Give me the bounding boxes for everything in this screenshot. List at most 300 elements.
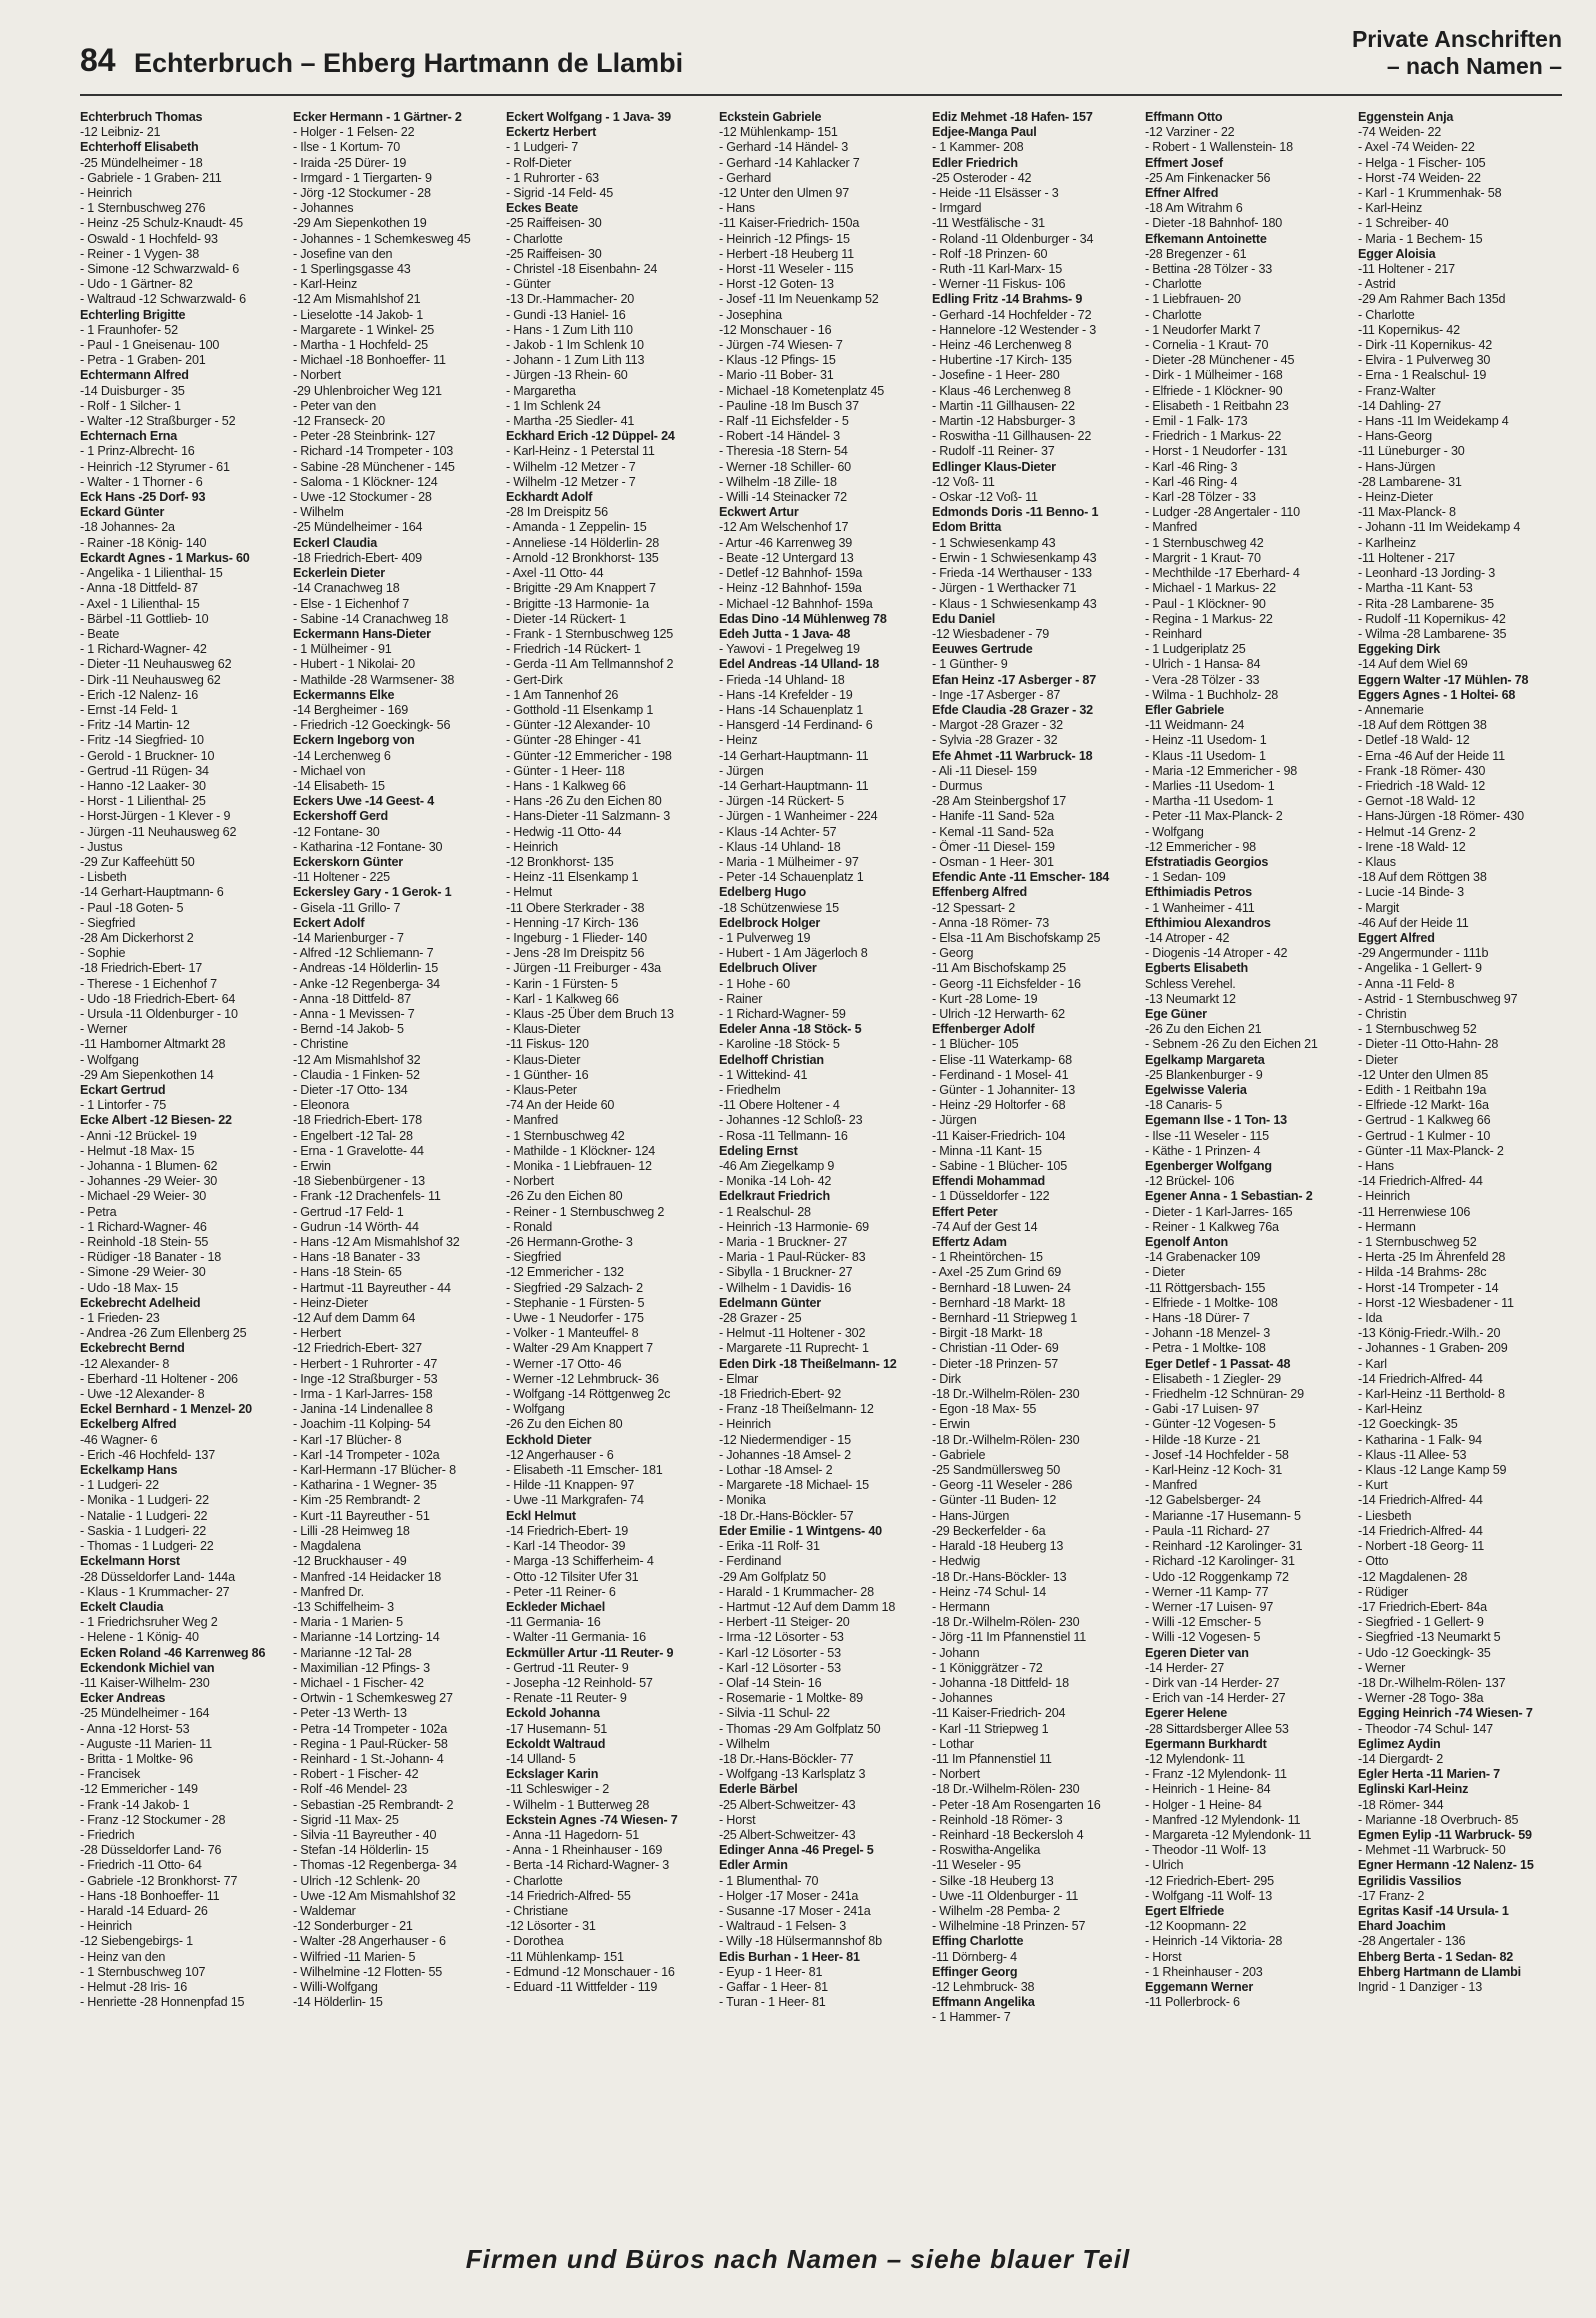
directory-entry: -28 Angertaler - 136 (1358, 1934, 1466, 1949)
directory-entry-head: Eggeking Dirk (1358, 642, 1441, 657)
directory-entry: -11 Pollerbrock- 6 (1145, 1995, 1240, 2010)
directory-entry: - Dirk (932, 1371, 961, 1386)
directory-entry: - Dieter -18 Prinzen- 57 (932, 1356, 1059, 1371)
directory-entry: - Karl -12 Lösorter - 53 (719, 1645, 841, 1660)
directory-entry: - Mathilde - 1 Klöckner- 124 (506, 1143, 656, 1158)
directory-entry: - Bernhard -18 Markt- 18 (932, 1295, 1066, 1310)
directory-entry: - Maximilian -12 Pfings- 3 (293, 1660, 430, 1675)
directory-entry: - Günter -12 Emmericher - 198 (506, 748, 672, 763)
directory-entry: - 1 Wanheimer - 411 (1145, 900, 1255, 915)
directory-entry: -14 Friedrich-Alfred- 44 (1358, 1174, 1483, 1189)
directory-entry: -14 Dahling- 27 (1358, 398, 1442, 413)
directory-entry: - Britta - 1 Moltke- 96 (80, 1751, 193, 1766)
directory-entry-head: Eckelberg Alfred (80, 1417, 177, 1432)
directory-entry: - Diogenis -14 Atroper - 42 (1145, 946, 1288, 961)
directory-entry: - Johannes -12 Schloß- 23 (719, 1113, 863, 1128)
directory-entry: - Lothar -18 Amsel- 2 (719, 1463, 833, 1478)
directory-entry: - Günter -11 Buden- 12 (932, 1493, 1057, 1508)
directory-entry: -25 Sandmüllersweg 50 (932, 1463, 1061, 1478)
directory-entry-head: Eglinski Karl-Heinz (1358, 1782, 1469, 1797)
directory-entry: -14 Lerchenweg 6 (293, 748, 391, 763)
directory-entry: - Johann -18 Menzel- 3 (1145, 1326, 1271, 1341)
directory-entry: - Gertrud -11 Reuter- 9 (506, 1660, 629, 1675)
directory-entry: - 1 Neudorfer Markt 7 (1145, 322, 1261, 337)
directory-entry: - Hannelore -12 Westender - 3 (932, 322, 1097, 337)
directory-entry: -25 Albert-Schweitzer- 43 (719, 1827, 856, 1842)
directory-entry-head: Eckebrecht Bernd (80, 1341, 185, 1356)
directory-entry: -12 Sonderburger - 21 (293, 1919, 413, 1934)
directory-entry: - Johannes -18 Amsel- 2 (719, 1447, 851, 1462)
directory-entry: - Claudia - 1 Finken- 52 (293, 1067, 420, 1082)
directory-entry: -12 Leibniz- 21 (80, 125, 161, 140)
directory-entry: - Heinrich (719, 1417, 771, 1432)
directory-entry: -18 Friedrich-Ebert- 92 (719, 1387, 842, 1402)
directory-entry: - Ulrich -12 Schlenk- 20 (293, 1873, 420, 1888)
directory-entry: - Rolf - 1 Silcher- 1 (80, 398, 181, 413)
directory-entry: - Karoline -18 Stöck- 5 (719, 1037, 840, 1052)
directory-entry: - Berta -14 Richard-Wagner- 3 (506, 1858, 670, 1873)
directory-entry: - Johannes - 1 Graben- 209 (1358, 1341, 1508, 1356)
directory-entry: - Maria - 1 Paul-Rücker- 83 (719, 1250, 866, 1265)
directory-entry-head: Ecker Andreas (80, 1691, 166, 1706)
directory-entry: - Hans -18 Bonhoeffer- 11 (80, 1888, 220, 1903)
directory-entry: - Joachim -11 Kolping- 54 (293, 1417, 431, 1432)
directory-entry: - Ali -11 Diesel- 159 (932, 763, 1037, 778)
directory-entry: - Wilhelm -12 Metzer - 7 (506, 459, 636, 474)
directory-entry: -11 Fiskus- 120 (506, 1037, 589, 1052)
directory-entry: - Erwin (932, 1417, 970, 1432)
directory-entry-head: Echterling Brigitte (80, 307, 186, 322)
directory-entry: - Udo -18 Max- 15 (80, 1280, 179, 1295)
directory-entry: - Karl -14 Trompeter - 102a (293, 1447, 440, 1462)
directory-entry: - Henning -17 Kirch- 136 (506, 915, 639, 930)
directory-entry: - Rolf -46 Mendel- 23 (293, 1782, 408, 1797)
directory-entry: - Werner -12 Lehmbruck- 36 (506, 1371, 659, 1386)
directory-entry: - Ilse -11 Weseler - 115 (1145, 1128, 1269, 1143)
directory-entry: -11 Schleswiger - 2 (506, 1782, 610, 1797)
directory-entry: - 1 Günther- 16 (506, 1067, 589, 1082)
directory-entry: -14 Gerhart-Hauptmann- 11 (719, 778, 869, 793)
directory-entry: - Saloma - 1 Klöckner- 124 (293, 474, 438, 489)
directory-entry: - Wilhelm - 1 Butterweg 28 (506, 1797, 650, 1812)
directory-entry: - Anni -12 Brückel- 19 (80, 1128, 197, 1143)
directory-entry: - Hans-Georg (1358, 429, 1432, 444)
directory-entry: - Wilhelm - 1 Davidis- 16 (719, 1280, 852, 1295)
directory-entry: - Karl - 1 Krummenhak- 58 (1358, 186, 1502, 201)
directory-entry: -18 Auf dem Röttgen 38 (1358, 870, 1487, 885)
directory-entry-head: Eckslager Karin (506, 1767, 599, 1782)
directory-entry-head: Egger Aloisia (1358, 246, 1436, 261)
directory-entry: - Rainer -18 König- 140 (80, 535, 207, 550)
directory-entry: - Wilhelm (719, 1736, 770, 1751)
directory-entry-head: Edjee-Manga Paul (932, 125, 1037, 140)
directory-entry: - Irmgard - 1 Tiergarten- 9 (293, 170, 432, 185)
directory-entry: - Inge -17 Asberger - 87 (932, 687, 1061, 702)
directory-entry: -11 Röttgersbach- 155 (1145, 1280, 1266, 1295)
directory-entry: -18 Dr.-Wilhelm-Rölen- 230 (932, 1387, 1080, 1402)
directory-entry: - Norbert -18 Georg- 11 (1358, 1539, 1485, 1554)
directory-entry: - Beate (80, 626, 120, 641)
directory-entry: -28 Am Dickerhorst 2 (80, 930, 194, 945)
directory-entry: - Karlheinz (1358, 535, 1416, 550)
directory-entry: - Karl -17 Blücher- 8 (293, 1432, 402, 1447)
directory-entry: -29 Am Rahmer Bach 135d (1358, 292, 1506, 307)
directory-entry-head: Effing Charlotte (932, 1934, 1024, 1949)
directory-entry: - Gabriele (932, 1447, 986, 1462)
directory-entry: - 1 Pulverweg 19 (719, 930, 811, 945)
directory-entry: -25 Blankenburger - 9 (1145, 1067, 1263, 1082)
directory-entry: - Henriette -28 Honnenpfad 15 (80, 1995, 245, 2010)
directory-entry: - Siegfried (80, 915, 136, 930)
directory-entry: - Werner -18 Schiller- 60 (719, 459, 851, 474)
directory-entry: - Irene -18 Wald- 12 (1358, 839, 1466, 854)
directory-entry: -11 Kaiser-Wilhelm- 230 (80, 1675, 210, 1690)
directory-entry: - Waldemar (293, 1903, 356, 1918)
directory-entry: - Norbert (932, 1767, 980, 1782)
directory-entry: - Astrid (1358, 277, 1396, 292)
directory-entry: - Herta -25 Im Ährenfeld 28 (1358, 1250, 1506, 1265)
directory-entry: - Eleonora (293, 1098, 350, 1113)
directory-entry: - Ulrich -12 Herwarth- 62 (932, 1006, 1065, 1021)
directory-entry: - Sebastian -25 Rembrandt- 2 (293, 1797, 454, 1812)
directory-entry: - Peter van den (293, 398, 377, 413)
directory-entry-head: Eckers Uwe -14 Geest- 4 (293, 794, 435, 809)
directory-entry: - Friedrich -12 Goeckingk- 56 (293, 718, 451, 733)
directory-entry: Schless Verehel. (1145, 976, 1236, 991)
directory-entry: -12 Friedrich-Ebert- 327 (293, 1341, 422, 1356)
directory-entry: - Margarete -11 Ruprecht- 1 (719, 1341, 869, 1356)
directory-entry: -25 Mündelheimer - 164 (293, 520, 423, 535)
directory-entry: - Sibylla - 1 Bruckner- 27 (719, 1265, 853, 1280)
directory-entry: - Jürgen -11 Neuhausweg 62 (80, 824, 237, 839)
directory-entry: -12 Fontane- 30 (293, 824, 380, 839)
directory-entry: - Hartmut -12 Auf dem Damm 18 (719, 1599, 896, 1614)
directory-entry: -14 Marienburger - 7 (293, 930, 404, 945)
directory-entry: -14 Friedrich-Ebert- 19 (506, 1523, 629, 1538)
directory-entry: - Wilma -28 Lambarene- 35 (1358, 626, 1507, 641)
directory-entry-head: Effmann Otto (1145, 110, 1223, 124)
directory-entry: - Friedrich -14 Rückert- 1 (506, 642, 641, 657)
directory-entry: - Karl -14 Theodor- 39 (506, 1539, 626, 1554)
directory-entry: - Herbert - 1 Ruhrorter - 47 (293, 1356, 438, 1371)
directory-entry-head: Effenberger Adolf (932, 1022, 1035, 1037)
directory-entry: -26 Zu den Eichen 80 (506, 1417, 623, 1432)
directory-entry: - Gertrud -17 Feld- 1 (293, 1204, 404, 1219)
directory-entry: - Margrit - 1 Kraut- 70 (1145, 550, 1261, 565)
directory-entry: - Astrid - 1 Sternbuschweg 97 (1358, 991, 1518, 1006)
directory-entry-head: Egenberger Wolfgang (1145, 1159, 1272, 1174)
directory-entry: - Simone -12 Schwarzwald- 6 (80, 262, 240, 277)
directory-entry-head: Effenberg Alfred (932, 885, 1027, 900)
directory-entry: - 1 Schreiber- 40 (1358, 216, 1449, 231)
directory-entry: - Günter -28 Ehinger - 41 (506, 733, 642, 748)
directory-entry: - Iraida -25 Dürer- 19 (293, 155, 407, 170)
directory-entry: - 1 Fraunhofer- 52 (80, 322, 178, 337)
directory-entry: - Michael -18 Kometenplatz 45 (719, 383, 885, 398)
directory-entry-head: Eckes Beate (506, 201, 579, 216)
directory-entry: - Klaus -14 Uhland- 18 (719, 839, 841, 854)
directory-entry: - Marlies -11 Usedom- 1 (1145, 778, 1275, 793)
directory-entry: -11 Max-Planck- 8 (1358, 505, 1456, 520)
directory-entry: - Rosa -11 Tellmann- 16 (719, 1128, 848, 1143)
directory-entry: - Ronald (506, 1219, 553, 1234)
directory-entry: - Osman - 1 Heer- 301 (932, 854, 1054, 869)
directory-entry: - Simone -29 Weier- 30 (80, 1265, 206, 1280)
directory-entry: - Andreas -14 Hölderlin- 15 (293, 961, 439, 976)
directory-entry-head: Eckmüller Artur -11 Reuter- 9 (506, 1645, 674, 1660)
directory-entry: -29 Zur Kaffeehütt 50 (80, 854, 195, 869)
directory-entry: - Petra -14 Trompeter - 102a (293, 1721, 447, 1736)
directory-entry-head: Ege Güner (1145, 1006, 1207, 1021)
directory-entry: - Charlotte (1145, 277, 1202, 292)
directory-entry: - Paul - 1 Gneisenau- 100 (80, 338, 220, 353)
directory-entry: - Erich -46 Hochfeld- 137 (80, 1447, 215, 1462)
directory-entry: - 1 Im Schlenk 24 (506, 398, 601, 413)
directory-entry: - 1 Königgrätzer - 72 (932, 1660, 1043, 1675)
directory-entry: - Wilhelm -28 Pemba- 2 (932, 1903, 1060, 1918)
directory-entry: - Ludger -28 Angertaler - 110 (1145, 505, 1300, 520)
directory-entry: - Fritz -14 Martin- 12 (80, 718, 190, 733)
directory-entry: - Dorothea (506, 1934, 564, 1949)
directory-entry: - Peter -13 Werth- 13 (293, 1706, 407, 1721)
directory-entry: - Johannes - 1 Schemkesweg 45 (293, 231, 471, 246)
directory-entry-head: Eckermanns Elke (293, 687, 395, 702)
directory-entry: - Bernhard -11 Striepweg 1 (932, 1311, 1078, 1326)
directory-entry: -12 Emmericher - 132 (506, 1265, 624, 1280)
directory-entry: - Michael von (293, 763, 366, 778)
directory-entry: - Paul - 1 Klöckner- 90 (1145, 596, 1266, 611)
directory-entry: -12 Emmericher - 98 (1145, 839, 1256, 854)
directory-entry: - Amanda - 1 Zeppelin- 15 (506, 520, 647, 535)
directory-entry: - Birgit -18 Markt- 18 (932, 1326, 1043, 1341)
directory-entry: -12 Wiesbadener - 79 (932, 626, 1050, 641)
directory-entry-head: Edeler Anna -18 Stöck- 5 (719, 1022, 862, 1037)
directory-entry: -46 Am Ziegelkamp 9 (719, 1159, 835, 1174)
directory-entry: - Udo -12 Roggenkamp 72 (1145, 1569, 1289, 1584)
directory-entry-head: Eckelt Claudia (80, 1599, 164, 1614)
directory-entry: - Lisbeth (80, 870, 127, 885)
directory-entry: - Katharina - 1 Falk- 94 (1358, 1432, 1482, 1447)
directory-entry: - Reinhard - 1 St.-Johann- 4 (293, 1751, 444, 1766)
directory-entry-head: Eckelkamp Hans (80, 1463, 178, 1478)
directory-entry: - Franz -12 Mylendonk- 11 (1145, 1767, 1287, 1782)
directory-entry: -11 Holtener - 225 (293, 870, 390, 885)
directory-entry: - Ömer -11 Diesel- 159 (932, 839, 1055, 854)
directory-entry: -25 Mündelheimer - 164 (80, 1706, 210, 1721)
directory-entry: - Walter -11 Germania- 16 (506, 1630, 646, 1645)
directory-entry: - Otto -12 Tilsiter Ufer 31 (506, 1569, 639, 1584)
directory-entry: - 1 Hammer- 7 (932, 2010, 1011, 2025)
directory-entry: -18 Dr.-Wilhelm-Rölen- 230 (932, 1432, 1080, 1447)
directory-column-4 (719, 110, 924, 2230)
directory-entry: - 1 Richard-Wagner- 59 (719, 1006, 846, 1021)
directory-entry: - Georg -11 Eichsfelder - 16 (932, 976, 1081, 991)
directory-entry: - Frank -14 Jakob- 1 (80, 1797, 190, 1812)
directory-entry: - Franz -12 Stockumer - 28 (80, 1812, 226, 1827)
directory-entry: - Artur -46 Karrenweg 39 (719, 535, 853, 550)
directory-entry: - Karl-Heinz - 1 Peterstal 11 (506, 444, 655, 459)
directory-entry-head: Effinger Georg (932, 1964, 1018, 1979)
directory-entry: - Erich -12 Nalenz- 16 (80, 687, 199, 702)
directory-entry: - Klaus-Dieter (506, 1052, 581, 1067)
directory-entry-head: Eckwert Artur (719, 505, 799, 520)
directory-entry-head: Ecke Albert -12 Biesen- 22 (80, 1113, 232, 1128)
directory-entry: - Johann -11 Im Weidekamp 4 (1358, 520, 1521, 535)
directory-entry: -11 Obere Holtener - 4 (719, 1098, 840, 1113)
directory-entry: -74 Auf der Gest 14 (932, 1219, 1038, 1234)
directory-entry: -26 Zu den Eichen 21 (1145, 1022, 1262, 1037)
directory-entry: - Friedrich -18 Wald- 12 (1358, 778, 1486, 793)
directory-entry: - Hans - 1 Zum Lith 110 (506, 322, 633, 337)
directory-entry: -14 Hölderlin- 15 (293, 1995, 383, 2010)
directory-entry-head: Effendi Mohammad (932, 1174, 1045, 1189)
directory-entry: - Karl-Heinz (1358, 1402, 1423, 1417)
directory-entry: - Reiner - 1 Kalkweg 76a (1145, 1219, 1279, 1234)
directory-entry: - 1 Kammer- 208 (932, 140, 1024, 155)
directory-entry: - Harald - 1 Krummacher- 28 (719, 1584, 874, 1599)
directory-column-3 (506, 110, 711, 2230)
directory-column-2 (293, 110, 498, 2230)
directory-entry: - Auguste -11 Marien- 11 (80, 1736, 212, 1751)
directory-entry: - Roland -11 Oldenburger - 34 (932, 231, 1094, 246)
directory-entry: - Siegfried -13 Neumarkt 5 (1358, 1630, 1501, 1645)
directory-entry: - Horst-Jürgen - 1 Klever - 9 (80, 809, 231, 824)
directory-entry: - 1 Liebfrauen- 20 (1145, 292, 1241, 307)
directory-entry-head: Edom Britta (932, 520, 1002, 535)
directory-entry-head: Edler Armin (719, 1858, 788, 1873)
directory-entry-head: Ehberg Berta - 1 Sedan- 82 (1358, 1949, 1514, 1964)
directory-entry: - Josef -14 Hochfelder - 58 (1145, 1447, 1289, 1462)
directory-entry: - Wilhelm -12 Metzer - 7 (506, 474, 636, 489)
directory-entry-head: Eckhardt Adolf (506, 490, 593, 505)
directory-entry: - Dieter -28 Münchener - 45 (1145, 353, 1295, 368)
directory-entry: - Margarete - 1 Winkel- 25 (293, 322, 435, 337)
directory-entry: - Hans-Dieter -11 Salzmann- 3 (506, 809, 671, 824)
page-header (80, 22, 1562, 94)
directory-entry: - Andrea -26 Zum Ellenberg 25 (80, 1326, 247, 1341)
directory-entry: - Siegfried (506, 1250, 562, 1265)
directory-entry: - Jürgen -14 Rückert- 5 (719, 794, 844, 809)
directory-entry: - Helmut -18 Max- 15 (80, 1143, 195, 1158)
directory-entry: - Heinz-Dieter (1358, 490, 1433, 505)
directory-entry: -11 Germania- 16 (506, 1615, 601, 1630)
directory-entry: - Bernd -14 Jakob- 5 (293, 1022, 404, 1037)
directory-entry-head: Eckel Bernhard - 1 Menzel- 20 (80, 1402, 252, 1417)
directory-entry-head: Edu Daniel (932, 611, 996, 626)
directory-entry-head: Ehard Joachim (1358, 1919, 1446, 1934)
directory-column-6 (1145, 110, 1350, 2230)
directory-entry: -12 Gabelsberger- 24 (1145, 1493, 1261, 1508)
directory-entry: - Michael -29 Weier- 30 (80, 1189, 207, 1204)
directory-entry: - Franz-Walter (1358, 383, 1436, 398)
directory-entry: -18 Dr.-Hans-Böckler- 57 (719, 1508, 854, 1523)
directory-entry-head: Eckhold Dieter (506, 1432, 592, 1447)
directory-entry: -12 Lösorter - 31 (506, 1919, 596, 1934)
directory-entry: - Robert - 1 Wallenstein- 18 (1145, 140, 1293, 155)
directory-entry: - Peter -14 Schauenplatz 1 (719, 870, 864, 885)
directory-entry: - Josepha -12 Reinhold- 57 (506, 1675, 653, 1690)
directory-entry: - Axel -74 Weiden- 22 (1358, 140, 1475, 155)
directory-entry: - Frieda -14 Uhland- 18 (719, 672, 845, 687)
directory-entry: - Rainer (719, 991, 763, 1006)
directory-entry: - Leonhard -13 Jording- 3 (1358, 566, 1496, 581)
directory-entry: - Horst (1145, 1949, 1182, 1964)
directory-entry: - Waltraud - 1 Felsen- 3 (719, 1919, 847, 1934)
directory-entry-head: Ediz Mehmet -18 Hafen- 157 (932, 110, 1093, 124)
directory-entry: - Willi -12 Vogesen- 5 (1145, 1630, 1261, 1645)
directory-entry: - 1 Sternbuschweg 276 (80, 201, 206, 216)
directory-entry: -28 Am Steinbergshof 17 (932, 794, 1067, 809)
directory-entry: - Gerda -11 Am Tellmannshof 2 (506, 657, 674, 672)
directory-entry: - Martin -12 Habsburger- 3 (932, 414, 1076, 429)
directory-entry: -29 Angermunder - 111b (1358, 946, 1489, 961)
directory-entry-head: Edelkraut Friedrich (719, 1189, 830, 1204)
directory-entry: - Heinrich (80, 186, 132, 201)
directory-entry: - Ingeburg - 1 Flieder- 140 (506, 930, 647, 945)
directory-entry-head: Egermann Burkhardt (1145, 1736, 1267, 1751)
directory-entry: - Hansgerd -14 Ferdinand- 6 (719, 718, 873, 733)
directory-entry-head: Egenolf Anton (1145, 1235, 1228, 1250)
directory-entry: -12 Mühlenkamp- 151 (719, 125, 838, 140)
directory-entry: - Klaus -25 Über dem Bruch 13 (506, 1006, 674, 1021)
directory-entry: - Karl-Heinz (293, 277, 358, 292)
directory-entry-head: Efde Claudia -28 Grazer - 32 (932, 702, 1093, 717)
directory-entry: - Karl-Heinz -12 Koch- 31 (1145, 1463, 1283, 1478)
directory-entry: - Günter - 1 Johanniter- 13 (932, 1083, 1076, 1097)
directory-entry: - Heinrich -12 Pfings- 15 (719, 231, 850, 246)
directory-entry: - Ruth -11 Karl-Marx- 15 (932, 262, 1063, 277)
directory-entry: - Klaus (1358, 854, 1396, 869)
directory-entry: - Silvia -11 Bayreuther - 40 (293, 1827, 437, 1842)
directory-entry: - Martha -11 Usedom- 1 (1145, 794, 1274, 809)
directory-entry: - Franz -18 Theißelmann- 12 (719, 1402, 874, 1417)
directory-entry: - Brigitte -29 Am Knappert 7 (506, 581, 656, 596)
directory-entry: - Lieselotte -14 Jakob- 1 (293, 307, 424, 322)
directory-entry-head: Egeren Dieter van (1145, 1645, 1249, 1660)
directory-entry: - Johann - 1 Zum Lith 113 (506, 353, 645, 368)
directory-entry: -13 Neumarkt 12 (1145, 991, 1236, 1006)
directory-entry: - Hans -14 Krefelder - 19 (719, 687, 853, 702)
directory-entry: - Maria -12 Emmericher - 98 (1145, 763, 1298, 778)
directory-entry: - Hedwig (932, 1554, 981, 1569)
directory-entry: - Katharina -12 Fontane- 30 (293, 839, 443, 854)
directory-entry-head: Effner Alfred (1145, 186, 1219, 201)
directory-entry: -12 Unter den Ulmen 85 (1358, 1067, 1489, 1082)
directory-entry: -46 Wagner- 6 (80, 1432, 158, 1447)
directory-entry: - Jürgen (719, 763, 764, 778)
directory-entry: - Klaus - 1 Schwiesenkamp 43 (932, 596, 1097, 611)
directory-entry: - Erna - 1 Gravelotte- 44 (293, 1143, 424, 1158)
directory-entry: - Janina -14 Lindenallee 8 (293, 1402, 433, 1417)
directory-entry-head: Effert Peter (932, 1204, 998, 1219)
directory-entry: - Heinz -74 Schul- 14 (932, 1584, 1047, 1599)
directory-entry: - Willy -18 Hülsermannshof 8b (719, 1934, 882, 1949)
directory-entry: - Bernhard -18 Luwen- 24 (932, 1280, 1071, 1295)
directory-entry: - Friedrich -11 Otto- 64 (80, 1858, 202, 1873)
directory-entry: - Pauline -18 Im Busch 37 (719, 398, 859, 413)
directory-entry: - Cornelia - 1 Kraut- 70 (1145, 338, 1269, 353)
directory-entry: - Peter -18 Am Rosengarten 16 (932, 1797, 1101, 1812)
directory-entry: - Oswald - 1 Hochfeld- 93 (80, 231, 218, 246)
directory-entry-head: Efan Heinz -17 Asberger - 87 (932, 672, 1097, 687)
directory-entry: -12 Auf dem Damm 64 (293, 1311, 416, 1326)
directory-entry: -28 Im Dreispitz 56 (506, 505, 608, 520)
section-title (1352, 26, 1562, 80)
directory-entry-head: Eckershoff Gerd (293, 809, 388, 824)
directory-entry: - Marga -13 Schifferheim- 4 (506, 1554, 654, 1569)
directory-entry: - Gotthold -11 Elsenkamp 1 (506, 702, 654, 717)
directory-entry-head: Edelbrock Holger (719, 915, 821, 930)
